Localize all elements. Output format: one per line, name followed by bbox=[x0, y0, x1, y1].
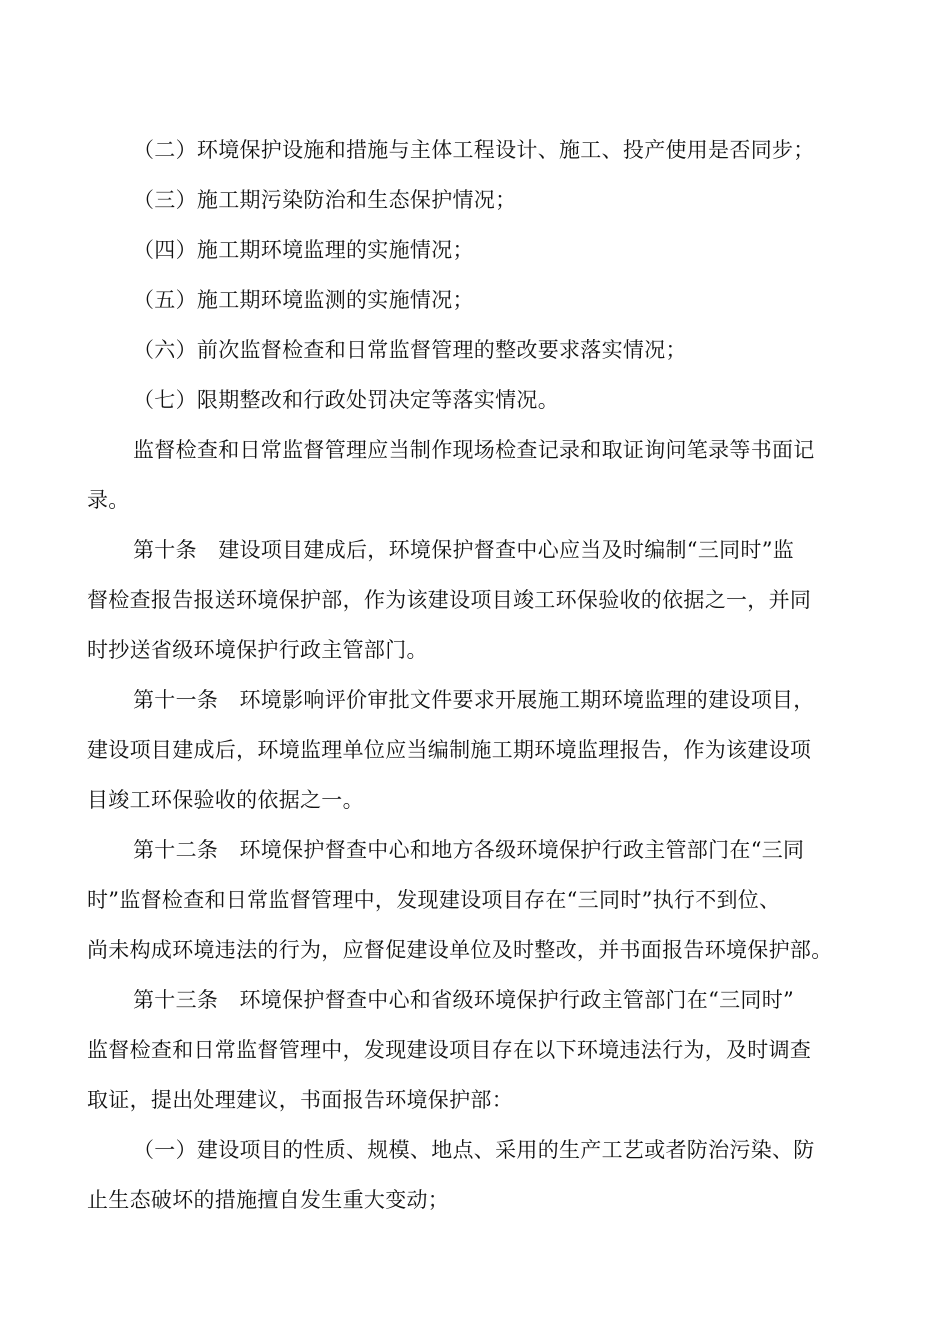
paragraph-item-7 bbox=[87, 375, 862, 425]
text-line: 督检查报告报送环境保护部，作为该建设项目竣工环保验收的依据之一，并同 bbox=[87, 588, 812, 612]
article-13 bbox=[87, 975, 862, 1125]
text-line: （二）环境保护设施和措施与主体工程设计、施工、投产使用是否同步； bbox=[133, 138, 815, 162]
paragraph-item-5 bbox=[87, 275, 862, 325]
text-line: 时”监督检查和日常监督管理中，发现建设项目存在“三同时”执行不到位、 bbox=[87, 888, 781, 912]
text-line: 止生态破坏的措施擅自发生重大变动； bbox=[87, 1188, 450, 1212]
text-line: （七）限期整改和行政处罚决定等落实情况。 bbox=[133, 388, 559, 412]
text-line: 时抄送省级环境保护行政主管部门。 bbox=[87, 638, 428, 662]
text-line: 监督检查和日常监督管理中，发现建设项目存在以下环境违法行为，及时调查 bbox=[87, 1038, 812, 1062]
text-line: （六）前次监督检查和日常监督管理的整改要求落实情况； bbox=[133, 338, 687, 362]
text-line: 录。 bbox=[87, 488, 130, 512]
text-line: （四）施工期环境监理的实施情况； bbox=[133, 238, 474, 262]
text-line: 第十一条 环境影响评价审批文件要求开展施工期环境监理的建设项目， bbox=[133, 688, 815, 712]
article-13-item-1 bbox=[87, 1125, 862, 1225]
text-line: 建设项目建成后，环境监理单位应当编制施工期环境监理报告，作为该建设项 bbox=[87, 738, 812, 762]
text-line: 第十三条 环境保护督查中心和省级环境保护行政主管部门在“三同时” bbox=[133, 988, 795, 1012]
paragraph-item-4 bbox=[87, 225, 862, 275]
text-line: 尚未构成环境违法的行为，应督促建设单位及时整改，并书面报告环境保护部。 bbox=[87, 938, 833, 962]
article-12 bbox=[87, 825, 862, 975]
text-line: （五）施工期环境监测的实施情况； bbox=[133, 288, 474, 312]
article-10 bbox=[87, 525, 862, 675]
paragraph-item-3 bbox=[87, 175, 862, 225]
text-line: 第十二条 环境保护督查中心和地方各级环境保护行政主管部门在“三同 bbox=[133, 838, 805, 862]
text-line: （三）施工期污染防治和生态保护情况； bbox=[133, 188, 517, 212]
paragraph-inspection-records bbox=[87, 425, 862, 525]
paragraph-item-6 bbox=[87, 325, 862, 375]
text-line: 目竣工环保验收的依据之一。 bbox=[87, 788, 364, 812]
article-11 bbox=[87, 675, 862, 825]
paragraph-item-2 bbox=[87, 125, 862, 175]
text-line: 第十条 建设项目建成后，环境保护督查中心应当及时编制“三同时”监 bbox=[133, 538, 795, 562]
text-line: （一）建设项目的性质、规模、地点、采用的生产工艺或者防治污染、防 bbox=[133, 1138, 815, 1162]
text-line: 取证，提出处理建议，书面报告环境保护部： bbox=[87, 1088, 513, 1112]
text-line: 监督检查和日常监督管理应当制作现场检查记录和取证询问笔录等书面记 bbox=[133, 438, 815, 462]
